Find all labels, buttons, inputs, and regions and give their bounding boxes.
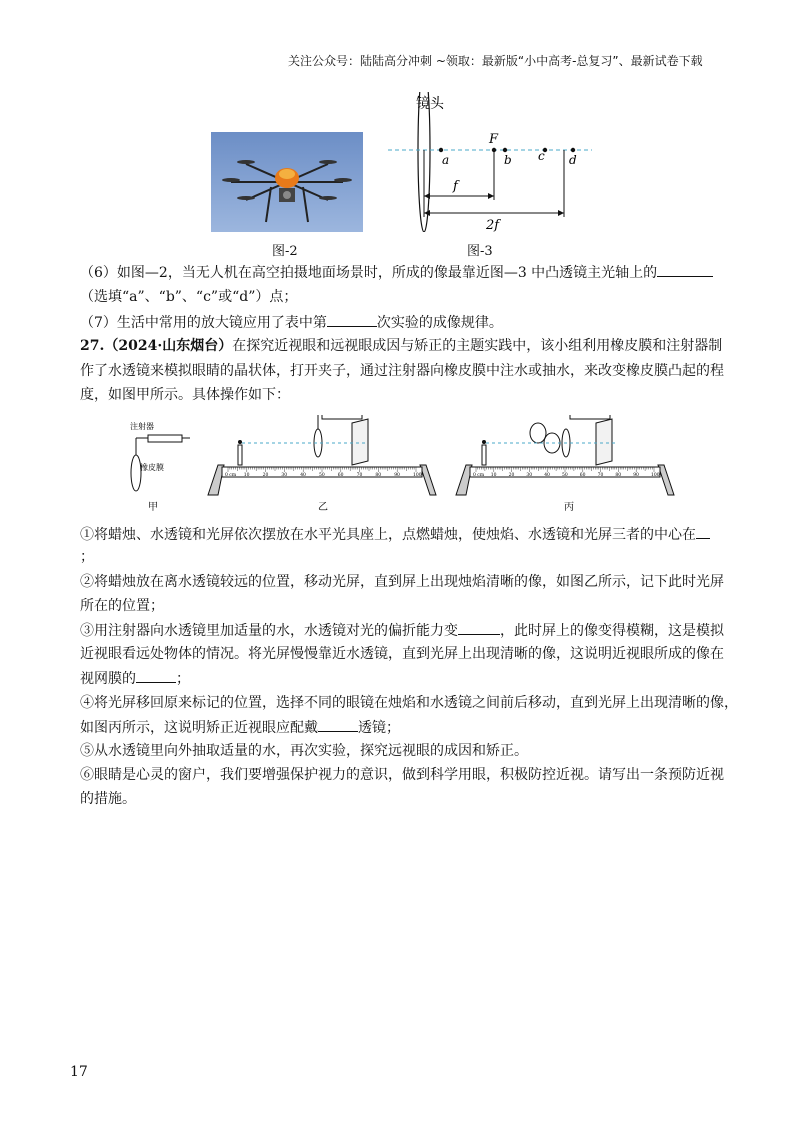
bench-tick-label: 0 cm [225,473,237,478]
step2b: 所在的位置； [80,598,164,614]
point-c: c [538,149,545,163]
q27-intro2: 作了水透镜来模拟眼睛的晶状体，打开夹子，通过注射器向橡皮膜中注水或抽水，来改变橡皮膜凸起的程 [80,363,724,379]
point-d: d [569,153,577,167]
q27-intro3: 度，如图甲所示。具体操作如下： [80,387,290,403]
svg-text:甲: 甲 [148,502,158,513]
point-b: b [504,153,512,167]
bench-tick-label: 40 [544,473,550,478]
q6-line2: （选填“a”、“b”、“c”或“d”）点； [80,289,298,305]
point-a: a [442,153,450,167]
lens-label: 镜头 [416,96,444,112]
bench-tick-label: 90 [633,473,639,478]
point-F: F [489,132,499,147]
bench-tick-label: 20 [508,473,515,478]
step6a: ⑥眼睛是心灵的窗户，我们要增强保护视力的意识，做到科学用眼，积极防控近视。请写出一条预防近视 [80,767,724,783]
bench-tick-label: 0 cm [473,473,485,478]
bench-tick-label: 100 [651,473,660,478]
bench-tick-label: 10 [490,473,497,478]
step1-end: ； [80,549,94,565]
bench-tick-label: 30 [526,473,533,478]
step4a: ④将光屏移回原来标记的位置，选择不同的眼镜在烛焰和水透镜之间前后移动，直到光屏上出现清晰的像， [80,695,738,711]
bench-tick-label: 40 [300,473,306,478]
bench-tick-label: 60 [579,473,586,478]
svg-text:乙: 乙 [318,502,328,513]
page-header: 关注公众号：陆陆高分冲刺 ~领取：最新版“小中高考-总复习”、最新试卷下载 [288,54,703,68]
f-label: f [453,179,458,194]
svg-text:注射器: 注射器 [130,422,154,431]
fig2-label: 图-2 [272,244,298,259]
step1: ①将蜡烛、水透镜和光屏依次摆放在水平光具座上，点燃蜡烛，使烛焰、水透镜和光屏三者的中心在 [80,524,710,545]
fig-bing [456,415,674,513]
bench-tick-label: 20 [262,473,269,478]
page-number: 17 [70,1064,88,1080]
fig-yi [208,415,436,513]
drone-photo [211,132,363,232]
bench-tick-label: 80 [375,473,382,478]
svg-text:丙: 丙 [564,502,574,513]
bench-tick-label: 70 [356,473,363,478]
step5: ⑤从水透镜里向外抽取适量的水，再次实验，探究远视眼的成因和矫正。 [80,743,528,759]
lens-diagram [388,92,608,232]
2f-label: 2f [486,218,500,232]
q6-line1: （6）如图—2，当无人机在高空拍摄地面场景时，所成的像最靠近图—3 中凸透镜主光轴上的 [80,262,713,283]
apparatus-figures [118,415,678,520]
bench-tick-label: 30 [281,473,288,478]
bench-tick-label: 10 [243,473,250,478]
q27-intro1: 27.（2024·山东烟台）在探究近视眼和远视眼成因与矫正的主题实践中，该小组利用橡皮膜和注射器制 [80,338,723,354]
fig-jia [130,421,190,513]
step3c: 视网膜的 ； [80,668,190,689]
step4b: 如图丙所示，这说明矫正近视眼应配戴 透镜； [80,717,400,738]
bench-tick-label: 80 [615,473,622,478]
bench-tick-label: 50 [562,473,568,478]
bench-tick-label: 100 [413,473,422,478]
bench-tick-label: 70 [597,473,604,478]
step6b: 的措施。 [80,791,136,807]
step3a: ③用注射器向水透镜里加适量的水，水透镜对光的偏折能力变 ，此时屏上的像变得模糊，这是模拟 [80,620,724,641]
bench-tick-label: 90 [394,473,400,478]
fig3-label: 图-3 [467,244,493,259]
step3b: 近视眼看远处物体的情况。将光屏慢慢靠近水透镜，直到光屏上出现清晰的像，这说明近视眼所成的像在 [80,646,724,662]
bench-tick-label: 50 [319,473,325,478]
bench-tick-label: 60 [337,473,344,478]
step2a: ②将蜡烛放在离水透镜较远的位置，移动光屏，直到屏上出现烛焰清晰的像，如图乙所示，记下此时光屏 [80,574,724,590]
q7-text: （7）生活中常用的放大镜应用了表中第 次实验的成像规律。 [80,312,503,333]
svg-text:橡皮膜: 橡皮膜 [140,463,164,472]
